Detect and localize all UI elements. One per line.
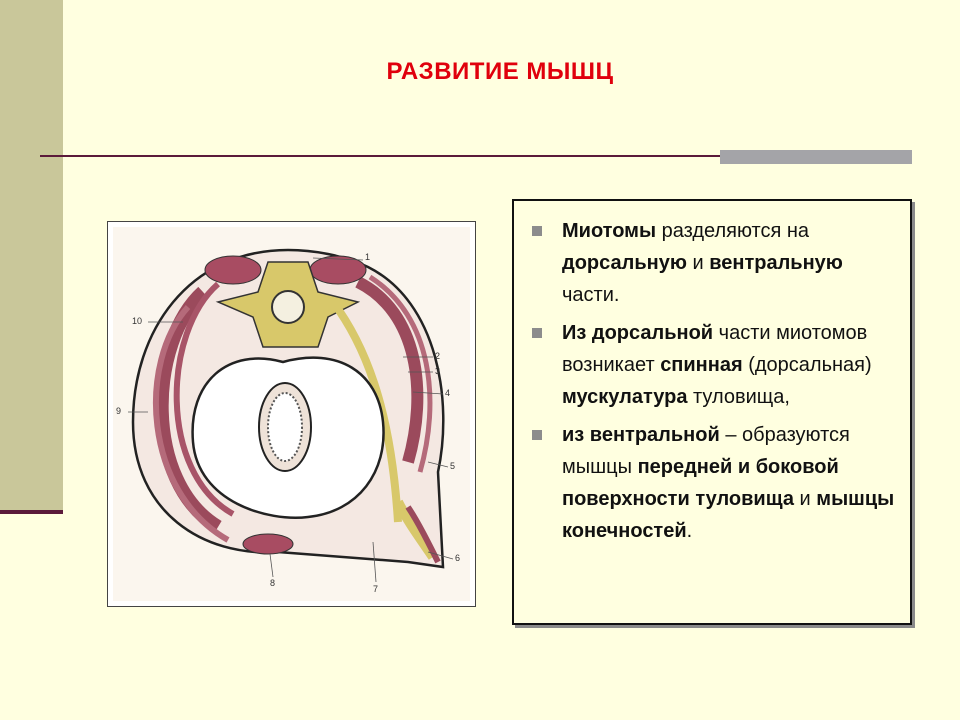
figure-label-3: 3 <box>435 366 441 376</box>
title-rule-block <box>720 150 912 164</box>
bullet-2-part-1: Из дорсальной <box>562 322 714 344</box>
figure-label-8: 8 <box>270 578 276 588</box>
bullet-1-part-5: вентральную <box>709 252 843 274</box>
cross-section-drawing <box>108 222 475 606</box>
figure-label-2: 2 <box>435 351 441 361</box>
bullet-3-part-2: – образуются мышцы <box>562 424 850 478</box>
bullet-2-part-4: (дорсальная) <box>742 354 872 376</box>
bullet-text-box <box>512 199 912 625</box>
figure-label-1: 1 <box>365 252 371 262</box>
bullet-1-part-3: дорсальную <box>562 252 687 274</box>
square-bullet-icon <box>532 430 542 440</box>
bullet-2-part-6: туловища, <box>687 386 790 408</box>
figure-label-4: 4 <box>445 388 451 398</box>
bullet-item-1 <box>524 215 898 311</box>
figure-label-5: 5 <box>450 461 456 471</box>
slide-title: РАЗВИТИЕ МЫШЦ <box>386 58 614 85</box>
bullet-2-part-2: части миотомов возникает <box>562 322 868 376</box>
bullet-3-part-1: из вентральной <box>562 424 720 446</box>
bullet-1-part-2: разделяются на <box>656 220 810 242</box>
square-bullet-icon <box>532 226 542 236</box>
figure-label-10: 10 <box>132 316 143 326</box>
embryo-cross-section-figure <box>107 221 476 607</box>
bullet-3-part-6: . <box>686 520 693 542</box>
bullet-3-part-4: и <box>793 488 817 510</box>
figure-label-9: 9 <box>116 406 122 416</box>
figure-label-7: 7 <box>373 584 379 594</box>
bullet-2-part-3: спинная <box>660 354 743 376</box>
bullet-1-part-4: и <box>686 252 710 274</box>
left-decor-line <box>0 510 63 514</box>
bullet-1-part-6: части. <box>562 284 620 306</box>
bullet-3-part-5: мышцы конечностей <box>562 488 895 542</box>
bullet-3-part-3: передней и боковой поверхности туловища <box>562 456 839 510</box>
bullet-2-part-5: мускулатура <box>562 386 688 408</box>
bullet-1-part-1: Миотомы <box>562 220 657 242</box>
bullet-item-3 <box>524 419 898 547</box>
square-bullet-icon <box>532 328 542 338</box>
figure-label-6: 6 <box>455 553 461 563</box>
bullet-item-2 <box>524 317 898 413</box>
